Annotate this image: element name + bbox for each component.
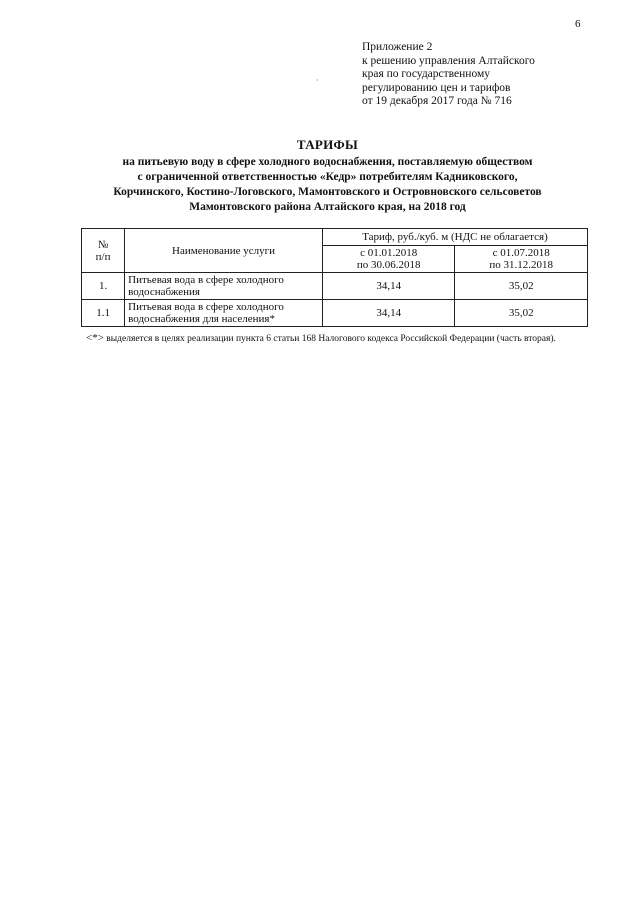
header-period-1 [322, 246, 455, 273]
title-heading: ТАРИФЫ [296, 137, 359, 152]
document-title [60, 137, 595, 215]
title-line: Мамонтовского района Алтайского края, на 2018 год [189, 201, 466, 213]
appendix-line: от 19 декабря 2017 года № 716 [362, 95, 512, 108]
row-name: Питьевая вода в сфере холодного водоснабжения для населения* [125, 300, 323, 327]
appendix-line: к решению управления Алтайского [362, 54, 535, 67]
row-value-1: 34,14 [322, 300, 455, 327]
appendix-line: края по государственному [362, 68, 490, 81]
appendix-line: Приложение 2 [362, 41, 433, 53]
row-name: Питьевая вода в сфере холодного водоснабжения [125, 273, 323, 300]
header-name: Наименование услуги [125, 229, 323, 273]
header-num-label: № п/п [95, 238, 111, 263]
row-num: 1. [82, 273, 125, 300]
footnote-text: выделяется в целях реализации пункта 6 статьи 168 Налогового кодекса Российской Федерации (часть вторая). [106, 334, 556, 344]
tariff-table [81, 228, 588, 327]
table-row [82, 273, 588, 300]
title-line: на питьевую воду в сфере холодного водоснабжения, поставляемую обществом [122, 156, 533, 168]
appendix-header [362, 41, 602, 109]
footnote [86, 331, 586, 346]
header-num [82, 229, 125, 273]
title-line: с ограниченной ответственностью «Кедр» потребителям Кадниковского, [137, 171, 518, 183]
footnote-mark: <*> [86, 332, 104, 344]
period-label: с 01.01.2018 по 30.06.2018 [356, 247, 421, 271]
scan-dot: · [316, 76, 319, 85]
row-value-2: 35,02 [455, 273, 588, 300]
page-number: 6 [575, 18, 581, 30]
table-header-row [82, 229, 588, 246]
header-tariff: Тариф, руб./куб. м (НДС не облагается) [322, 229, 587, 246]
period-label: с 01.07.2018 по 31.12.2018 [489, 247, 554, 271]
header-period-2 [455, 246, 588, 273]
table-row [82, 300, 588, 327]
row-value-1: 34,14 [322, 273, 455, 300]
row-value-2: 35,02 [455, 300, 588, 327]
row-num: 1.1 [82, 300, 125, 327]
appendix-line: регулированию цен и тарифов [362, 81, 511, 94]
title-line: Корчинского, Костино-Логовского, Мамонтовского и Островновского сельсоветов [113, 186, 542, 198]
